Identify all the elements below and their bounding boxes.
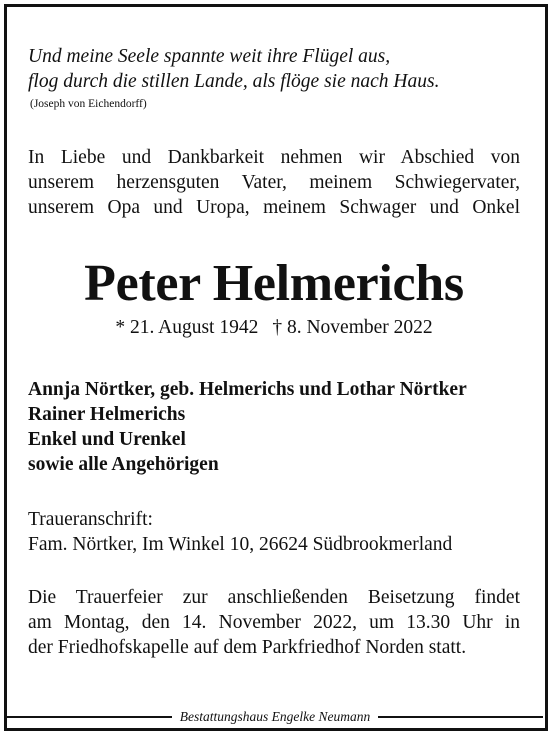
service-line-3: der Friedhofskapelle auf dem Parkfriedhof Norden statt. bbox=[28, 637, 467, 658]
intro-text bbox=[28, 145, 520, 220]
funeral-service-info bbox=[28, 585, 520, 660]
service-line-2: am Montag, den 14. November 2022, um 13.30 Uhr in bbox=[28, 612, 520, 633]
mourners-list bbox=[28, 377, 520, 477]
address-value: Fam. Nörtker, Im Winkel 10, 26624 Südbrookmerland bbox=[28, 534, 453, 555]
poem-quote bbox=[28, 44, 520, 94]
mourner-line-1: Annja Nörtker, geb. Helmerichs und Lothar Nörtker bbox=[28, 379, 467, 400]
mourner-line-2: Rainer Helmerichs bbox=[28, 404, 186, 425]
footer-rule-right bbox=[378, 716, 543, 718]
deceased-name: Peter Helmerichs bbox=[84, 255, 464, 312]
address-label: Traueranschrift: bbox=[28, 509, 153, 530]
obituary-notice bbox=[28, 44, 520, 660]
footer-rule-left bbox=[7, 716, 172, 718]
mourner-line-3: Enkel und Urenkel bbox=[28, 429, 186, 450]
intro-line-1: In Liebe und Dankbarkeit nehmen wir Abschied von bbox=[28, 147, 520, 168]
footer bbox=[7, 709, 543, 725]
intro-line-2: unserem herzensguten Vater, meinem Schwiegervater, bbox=[28, 172, 520, 193]
birth-date: * 21. August 1942 bbox=[115, 317, 259, 338]
mourner-line-4: sowie alle Angehörigen bbox=[28, 454, 219, 475]
poem-author: (Joseph von Eichendorff) bbox=[30, 98, 147, 110]
life-dates bbox=[28, 315, 520, 340]
funeral-home-name: Bestattungshaus Engelke Neumann bbox=[179, 709, 371, 724]
poem-line-2: flog durch die stillen Lande, als flöge sie nach Haus. bbox=[28, 71, 440, 92]
service-line-1: Die Trauerfeier zur anschließenden Beisetzung findet bbox=[28, 587, 520, 608]
mourning-address bbox=[28, 507, 520, 557]
intro-line-3: unserem Opa und Uropa, meinem Schwager und Onkel bbox=[28, 197, 520, 218]
poem-line-1: Und meine Seele spannte weit ihre Flügel aus, bbox=[28, 46, 391, 67]
death-date: † 8. November 2022 bbox=[272, 317, 433, 338]
